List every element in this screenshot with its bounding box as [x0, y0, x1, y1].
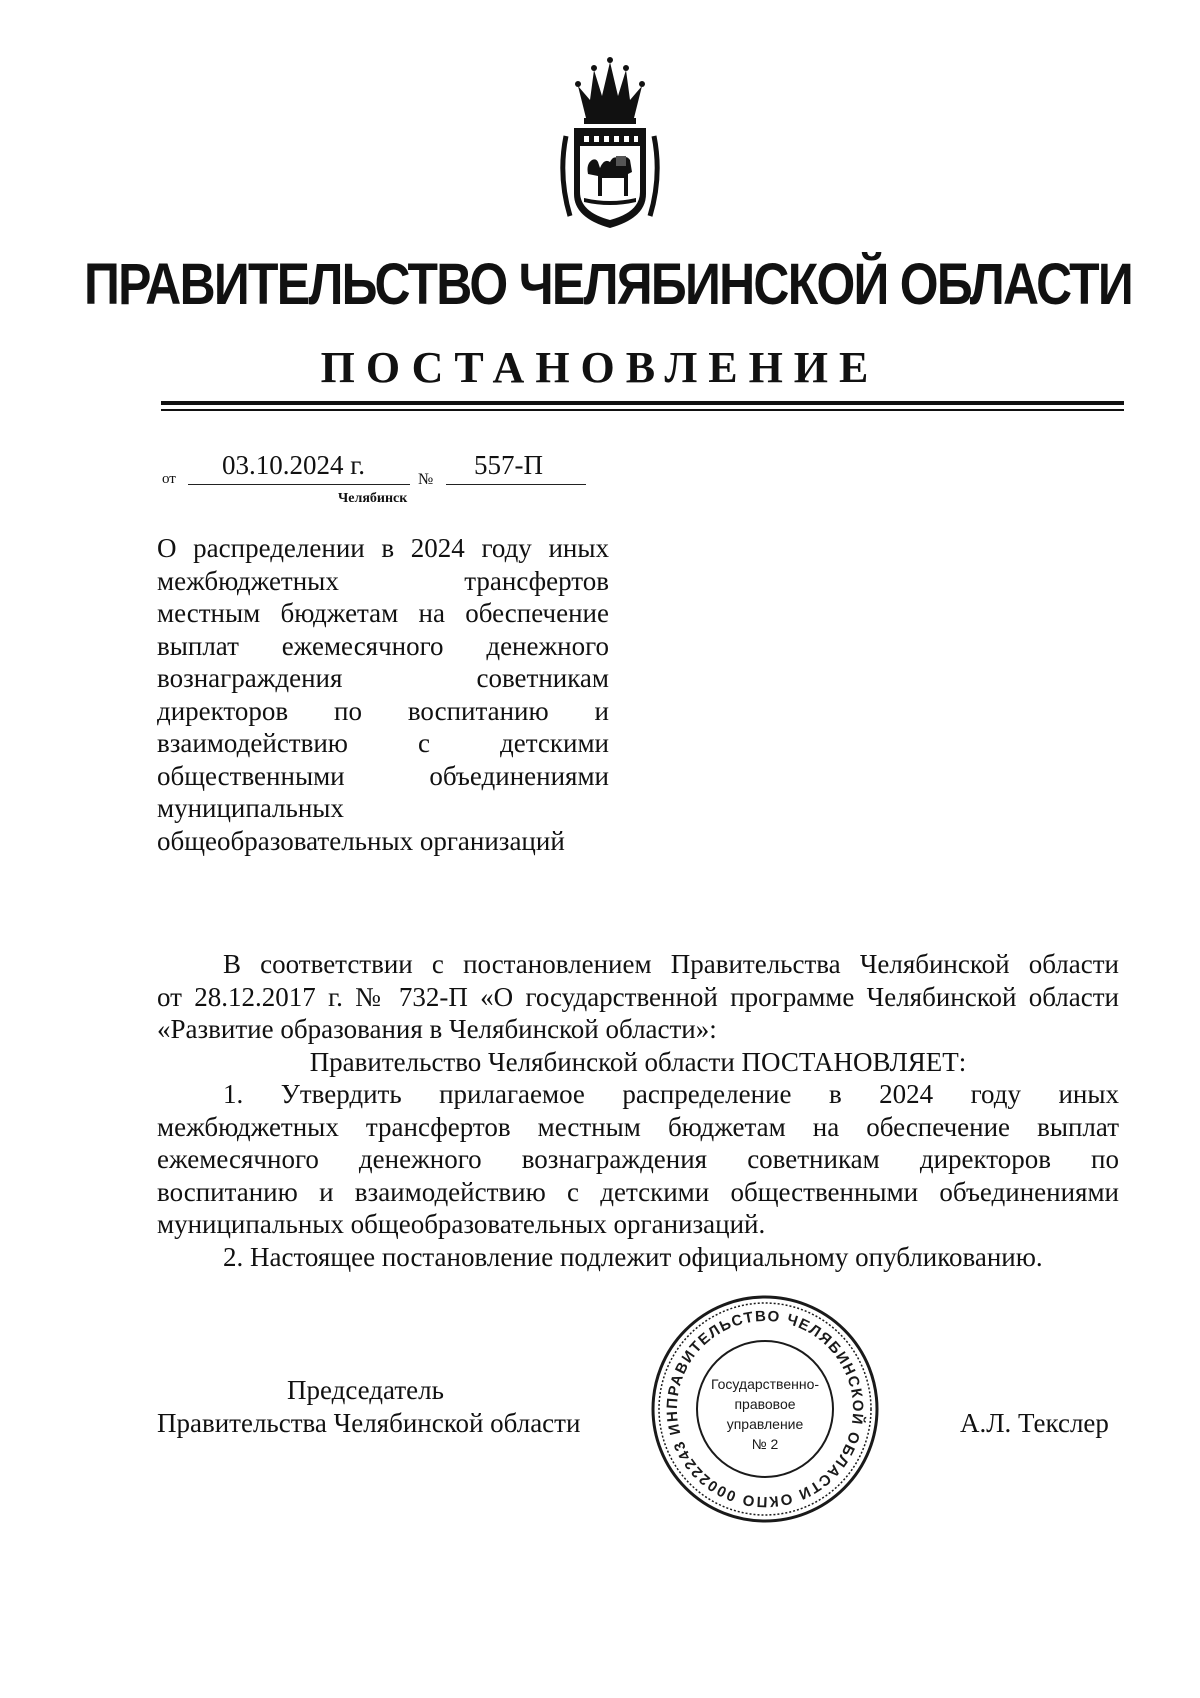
body-line: ежемесячного денежного вознаграждения советникам директоров по — [157, 1144, 1119, 1174]
seal-inner-line1: Государственно- — [710, 1376, 820, 1392]
official-seal-icon — [649, 1293, 881, 1525]
seal-inner-line2: правовое — [734, 1396, 796, 1412]
date-underline — [188, 484, 410, 485]
document-type-title: ПОСТАНОВЛЕНИЕ — [320, 343, 880, 392]
chelyabinsk-coat-of-arms-icon — [556, 56, 664, 240]
seal-inner-line3: управление — [726, 1416, 804, 1432]
city-name: Челябинск — [338, 491, 408, 506]
body-line: «Развитие образования в Челябинской области»: — [157, 1014, 717, 1044]
subject-line: общеобразовательных организаций — [157, 825, 565, 856]
body-line: 1. Утвердить прилагаемое распределение в 2024 году иных — [223, 1079, 1119, 1109]
signatory-title-line2: Правительства Челябинской области — [157, 1408, 581, 1438]
subject-line: вознаграждения советникам — [157, 663, 609, 693]
body-line: воспитанию и взаимодействию с детскими общественными объединениями — [157, 1176, 1119, 1207]
body-line: муниципальных общеобразовательных организаций. — [157, 1209, 766, 1239]
subject-line: директоров по воспитанию и — [157, 695, 609, 726]
subject-line: О распределении в 2024 году иных — [157, 533, 609, 563]
coat-of-arms-emblem — [556, 56, 664, 240]
body-line: 2. Настоящее постановление подлежит официальному опубликованию. — [223, 1241, 1043, 1272]
header-rule-thick — [161, 401, 1124, 405]
subject-line: выплат ежемесячного денежного — [157, 630, 609, 661]
document-date: 03.10.2024 г. — [222, 450, 366, 480]
subject-line: местным бюджетам на обеспечение — [157, 598, 609, 628]
date-prefix: от — [162, 471, 176, 487]
document-body — [157, 948, 1119, 1273]
subject-line: муниципальных — [157, 793, 344, 823]
subject-line: взаимодействию с детскими — [157, 728, 609, 758]
seal-inner-line4: № 2 — [751, 1436, 779, 1452]
header-rule-thin — [161, 409, 1124, 411]
body-line: В соответствии с постановлением Правительства Челябинской области — [223, 949, 1119, 979]
subject-line: межбюджетных трансфертов — [157, 565, 609, 596]
number-underline — [446, 484, 586, 485]
signatory-name: А.Л. Текслер — [960, 1408, 1109, 1438]
seal-outer-text: ПРАВИТЕЛЬСТВО ЧЕЛЯБИНСКОЙ ОБЛАСТИ ОКПО 00022243 ИН — [663, 1307, 867, 1511]
organization-title: ПРАВИТЕЛЬСТВО ЧЕЛЯБИНСКОЙ ОБЛАСТИ — [84, 252, 1133, 317]
resolution-statement: Правительство Челябинской области ПОСТАНОВЛЯЕТ: — [309, 1046, 967, 1077]
subject-line: общественными объединениями — [157, 760, 609, 791]
document-number: 557-П — [474, 450, 543, 480]
document-subject — [157, 532, 609, 857]
body-line: от 28.12.2017 г. № 732-П «О государственной программе Челябинской области — [157, 981, 1119, 1012]
official-seal — [649, 1293, 881, 1525]
number-prefix: № — [418, 471, 434, 488]
body-line: межбюджетных трансфертов местным бюджетам на обеспечение выплат — [157, 1111, 1119, 1142]
signatory-title-line1: Председатель — [287, 1375, 444, 1405]
